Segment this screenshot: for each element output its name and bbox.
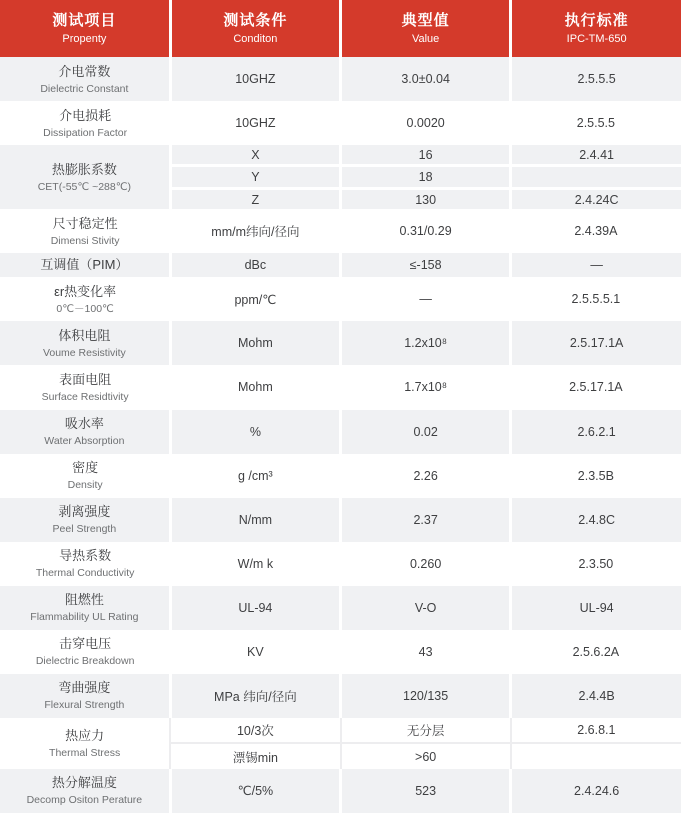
item-name-zh: 阻燃性: [64, 592, 104, 608]
table-row: [0, 410, 681, 454]
value-cell: 0.02: [341, 410, 511, 454]
standard-cell: 2.5.17.1A: [511, 365, 681, 409]
condition-cell: ℃/5%: [170, 769, 340, 813]
item-name-en: Dielectric Constant: [40, 82, 129, 95]
standard-cell: 2.3.5B: [511, 454, 681, 498]
table-row: [0, 145, 681, 166]
value-cell: >60: [341, 743, 511, 768]
value-cell: 16: [341, 145, 511, 166]
item-cell: [0, 365, 170, 409]
item-name-en: Dielectric Breakdown: [35, 655, 135, 668]
value-cell: 1.2x10⁸: [341, 321, 511, 365]
table-row: [0, 454, 681, 498]
column-header-en: Conditon: [233, 33, 278, 45]
value-cell: 130: [341, 189, 511, 210]
item-cell: [0, 498, 170, 542]
item-name-zh: 体积电阻: [58, 327, 111, 343]
value-cell: ≤-158: [341, 253, 511, 277]
condition-cell: KV: [170, 630, 340, 674]
standard-cell: [511, 743, 681, 768]
condition-cell: %: [170, 410, 340, 454]
table-row: [0, 365, 681, 409]
value-cell: —: [341, 277, 511, 321]
item-name-zh: 表面电阻: [59, 371, 112, 387]
standard-cell: UL-94: [511, 586, 681, 630]
condition-cell: g /cm³: [170, 454, 340, 498]
table-row: [0, 101, 681, 145]
table-row: [0, 57, 681, 101]
standard-cell: 2.4.41: [511, 145, 681, 166]
item-cell: [0, 454, 170, 498]
item-name-en: Dimensi Stivity: [50, 234, 120, 247]
value-cell: V-O: [341, 586, 511, 630]
condition-cell: Mohm: [170, 321, 340, 365]
value-cell: 2.26: [341, 454, 511, 498]
table-row: [0, 321, 681, 365]
item-cell: [0, 410, 170, 454]
item-cell: [0, 630, 170, 674]
item-name-en: Dissipation Factor: [43, 126, 128, 139]
item-cell: [0, 209, 170, 253]
value-cell: 2.37: [341, 498, 511, 542]
condition-cell: W/m k: [170, 542, 340, 586]
condition-cell: 10GHZ: [170, 57, 340, 101]
item-name-en: CET(-55℃ ~288℃): [37, 180, 132, 193]
column-header-zh: 测试条件: [223, 12, 288, 29]
item-cell: [0, 277, 170, 321]
condition-cell: 10/3次: [170, 718, 340, 743]
standard-cell: 2.5.6.2A: [511, 630, 681, 674]
value-cell: 18: [341, 166, 511, 189]
item-name-en: Surface Residtivity: [41, 390, 129, 403]
value-cell: 43: [341, 630, 511, 674]
standard-cell: 2.4.8C: [511, 498, 681, 542]
item-name-en: Flexural Strength: [44, 699, 125, 712]
column-header-en: Value: [411, 33, 440, 45]
standard-cell: 2.4.24C: [511, 189, 681, 210]
standard-cell: 2.3.50: [511, 542, 681, 586]
item-cell: [0, 253, 170, 277]
standard-cell: 2.5.5.5.1: [511, 277, 681, 321]
standard-cell: 2.6.2.1: [511, 410, 681, 454]
item-name-en: Thermal Stress: [49, 746, 121, 759]
item-cell: [0, 321, 170, 365]
item-name-en: 0℃－100℃: [56, 302, 114, 315]
item-name-zh: 介电损耗: [59, 107, 112, 123]
table-header: [0, 0, 681, 57]
value-cell: 0.31/0.29: [341, 209, 511, 253]
condition-cell: mm/m纬向/径向: [170, 209, 340, 253]
standard-cell: 2.4.4B: [511, 674, 681, 718]
table-row: [0, 718, 681, 743]
item-cell: [0, 674, 170, 718]
item-name-zh: 尺寸稳定性: [52, 215, 118, 231]
item-name-en: Flammability UL Rating: [30, 611, 139, 624]
item-name-en: Peel Strength: [52, 523, 117, 536]
column-header-standard: [511, 0, 681, 57]
item-name-en: Decomp Ositon Perature: [26, 794, 143, 807]
column-header-condition: [170, 0, 340, 57]
item-name-zh: εr热变化率: [54, 283, 117, 299]
column-header-property: [0, 0, 170, 57]
column-header-zh: 测试项目: [52, 12, 117, 29]
standard-cell: [511, 166, 681, 189]
item-cell: [0, 718, 170, 769]
item-cell: [0, 542, 170, 586]
standard-cell: —: [511, 253, 681, 277]
condition-cell: Z: [170, 189, 340, 210]
condition-cell: ppm/℃: [170, 277, 340, 321]
condition-cell: UL-94: [170, 586, 340, 630]
table-body: [0, 57, 681, 813]
table-row: [0, 630, 681, 674]
item-name-zh: 吸水率: [64, 416, 104, 432]
item-cell: [0, 586, 170, 630]
condition-cell: X: [170, 145, 340, 166]
standard-cell: 2.4.24.6: [511, 769, 681, 813]
item-name-en: Voume Resistivity: [42, 346, 126, 359]
table-row: [0, 769, 681, 813]
condition-cell: Mohm: [170, 365, 340, 409]
table-row: [0, 542, 681, 586]
item-name-zh: 热分解温度: [51, 775, 117, 791]
column-header-value: [341, 0, 511, 57]
item-cell: [0, 101, 170, 145]
table-row: [0, 586, 681, 630]
value-cell: 0.260: [341, 542, 511, 586]
condition-cell: MPa 纬向/径向: [170, 674, 340, 718]
item-name-en: Thermal Conductivity: [35, 567, 135, 580]
item-cell: [0, 145, 170, 209]
standard-cell: 2.6.8.1: [511, 718, 681, 743]
column-header-zh: 执行标准: [564, 12, 629, 29]
item-name-zh: 击穿电压: [59, 636, 112, 652]
value-cell: 3.0±0.04: [341, 57, 511, 101]
column-header-en: Propenty: [62, 33, 107, 45]
standard-cell: 2.5.5.5: [511, 57, 681, 101]
item-name-zh: 导热系数: [59, 548, 112, 564]
item-name-zh: 介电常数: [58, 63, 111, 79]
item-cell: [0, 57, 170, 101]
condition-cell: dBc: [170, 253, 340, 277]
table-row: [0, 277, 681, 321]
item-name-zh: 密度: [72, 460, 99, 476]
condition-cell: 漂锡min: [170, 743, 340, 768]
standard-cell: 2.4.39A: [511, 209, 681, 253]
standard-cell: 2.5.5.5: [511, 101, 681, 145]
value-cell: 0.0020: [341, 101, 511, 145]
value-cell: 523: [341, 769, 511, 813]
item-name-zh: 热应力: [65, 727, 105, 743]
table-row: [0, 209, 681, 253]
value-cell: 120/135: [341, 674, 511, 718]
value-cell: 无分层: [341, 718, 511, 743]
item-name-zh: 热膨胀系数: [51, 161, 117, 177]
standard-cell: 2.5.17.1A: [511, 321, 681, 365]
item-cell: [0, 769, 170, 813]
item-name-zh: 剥离强度: [58, 504, 111, 520]
column-header-zh: 典型值: [401, 12, 450, 29]
condition-cell: Y: [170, 166, 340, 189]
value-cell: 1.7x10⁸: [341, 365, 511, 409]
item-name-zh: 弯曲强度: [58, 680, 111, 696]
condition-cell: N/mm: [170, 498, 340, 542]
column-header-en: IPC-TM-650: [566, 33, 627, 45]
item-name-en: Water Absorption: [44, 435, 125, 448]
table-row: [0, 253, 681, 277]
table-row: [0, 498, 681, 542]
item-name-zh: 互调值（PIM）: [40, 257, 129, 273]
table-row: [0, 674, 681, 718]
item-name-en: Density: [67, 479, 103, 492]
condition-cell: 10GHZ: [170, 101, 340, 145]
header-row: [0, 0, 681, 57]
